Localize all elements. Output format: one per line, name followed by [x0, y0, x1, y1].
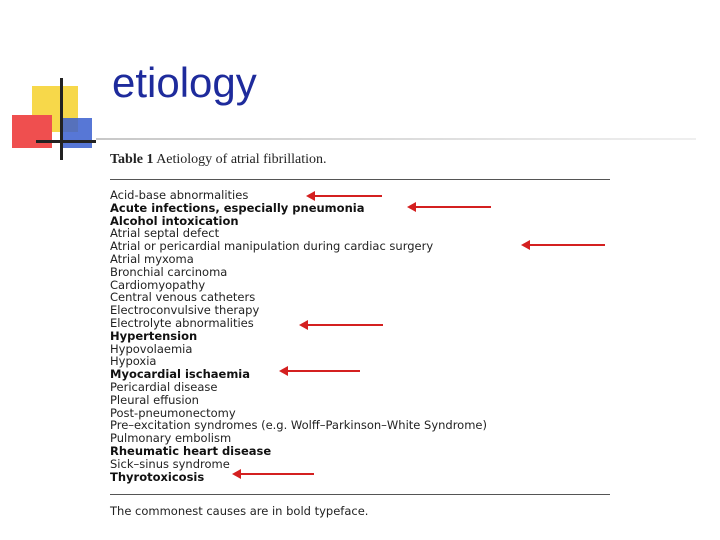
cause-item: Sick–sinus syndrome [110, 456, 230, 471]
cause-item: Electroconvulsive therapy [110, 303, 260, 318]
cause-item: Rheumatic heart disease [110, 443, 272, 458]
cause-item: Alcohol intoxication [110, 213, 239, 228]
table-caption [110, 152, 326, 168]
cause-item: Atrial or pericardial manipulation during cardiac surgery [110, 239, 434, 254]
cause-item: Post-pneumonectomy [110, 405, 236, 420]
annotation-arrow [279, 366, 360, 376]
cause-item: Acute infections, especially pneumonia [110, 200, 365, 215]
table-caption-text: Aetiology of atrial fibrillation. [156, 152, 327, 167]
cause-item: Atrial septal defect [110, 226, 220, 241]
cause-item: Cardiomyopathy [110, 277, 206, 292]
cause-item: Hypovolaemia [110, 341, 193, 356]
cause-item: Pleural effusion [110, 392, 199, 407]
cause-item: Electrolyte abnormalities [110, 315, 254, 330]
causes-list [110, 189, 487, 483]
cause-item: Central venous catheters [110, 290, 256, 305]
decor-vertical-line [60, 78, 63, 160]
cause-item: Thyrotoxicosis [110, 469, 205, 484]
cause-item: Atrial myxoma [110, 251, 194, 266]
decor-red-square [12, 115, 52, 148]
table-footnote: The commonest causes are in bold typeface. [110, 504, 369, 518]
table-bottom-rule [110, 494, 610, 495]
annotation-arrow [232, 469, 314, 479]
annotation-arrow [299, 320, 383, 330]
title-underline [96, 138, 696, 140]
annotation-arrow [407, 202, 491, 212]
decor-blue-square [60, 118, 92, 148]
cause-item: Hypoxia [110, 354, 157, 369]
table-label: Table 1 [110, 152, 154, 167]
annotation-arrow [306, 191, 382, 201]
cause-item: Pre–excitation syndromes (e.g. Wolff–Parkinson–White Syndrome) [110, 418, 487, 433]
decor-horizontal-line [36, 140, 96, 143]
cause-item: Myocardial ischaemia [110, 367, 251, 382]
slide-title: etiology [112, 59, 257, 106]
cause-item: Hypertension [110, 328, 198, 343]
table-top-rule [110, 179, 610, 180]
cause-item: Pulmonary embolism [110, 431, 232, 446]
cause-item: Pericardial disease [110, 379, 218, 394]
annotation-arrow [521, 240, 605, 250]
cause-item: Bronchial carcinoma [110, 264, 228, 279]
cause-item: Acid-base abnormalities [110, 188, 249, 202]
